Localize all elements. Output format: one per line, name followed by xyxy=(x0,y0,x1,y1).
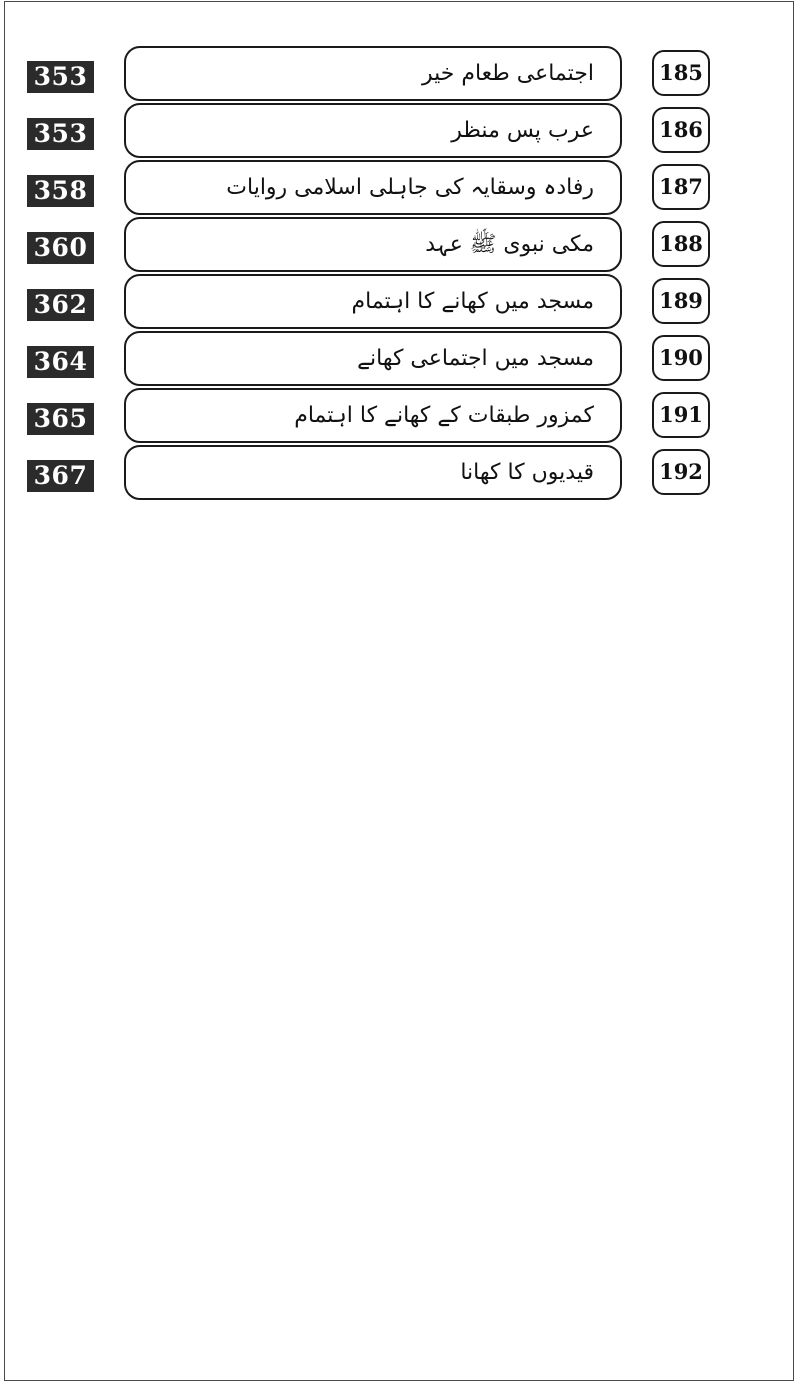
page-number-badge: 364 xyxy=(27,346,94,378)
toc-row[interactable] xyxy=(0,274,800,331)
entry-number: 186 xyxy=(652,107,710,153)
entry-title[interactable]: کمزور طبقات کے کھانے کا اہتمام xyxy=(124,388,622,443)
entry-title[interactable]: مکی نبوی ﷺ عہد xyxy=(124,217,622,272)
entry-number: 187 xyxy=(652,164,710,210)
page-number-badge: 365 xyxy=(27,403,94,435)
page-number-badge: 362 xyxy=(27,289,94,321)
toc-row[interactable] xyxy=(0,445,800,502)
toc-row[interactable] xyxy=(0,388,800,445)
entry-title[interactable]: اجتماعی طعام خیر xyxy=(124,46,622,101)
toc-row[interactable] xyxy=(0,160,800,217)
toc-row[interactable] xyxy=(0,217,800,274)
entry-title[interactable]: عرب پس منظر xyxy=(124,103,622,158)
table-of-contents xyxy=(0,46,800,502)
page-number-badge: 353 xyxy=(27,118,94,150)
toc-row[interactable] xyxy=(0,46,800,103)
entry-number: 190 xyxy=(652,335,710,381)
entry-number: 192 xyxy=(652,449,710,495)
entry-title[interactable]: مسجد میں کھانے کا اہتمام xyxy=(124,274,622,329)
entry-title[interactable]: رفادہ وسقایہ کی جاہلی اسلامی روایات xyxy=(124,160,622,215)
page-number-badge: 360 xyxy=(27,232,94,264)
entry-title[interactable]: مسجد میں اجتماعی کھانے xyxy=(124,331,622,386)
toc-row[interactable] xyxy=(0,103,800,160)
toc-row[interactable] xyxy=(0,331,800,388)
page-number-badge: 367 xyxy=(27,460,94,492)
entry-number: 188 xyxy=(652,221,710,267)
entry-number: 185 xyxy=(652,50,710,96)
entry-title[interactable]: قیدیوں کا کھانا xyxy=(124,445,622,500)
entry-number: 189 xyxy=(652,278,710,324)
page-number-badge: 353 xyxy=(27,61,94,93)
page-number-badge: 358 xyxy=(27,175,94,207)
entry-number: 191 xyxy=(652,392,710,438)
